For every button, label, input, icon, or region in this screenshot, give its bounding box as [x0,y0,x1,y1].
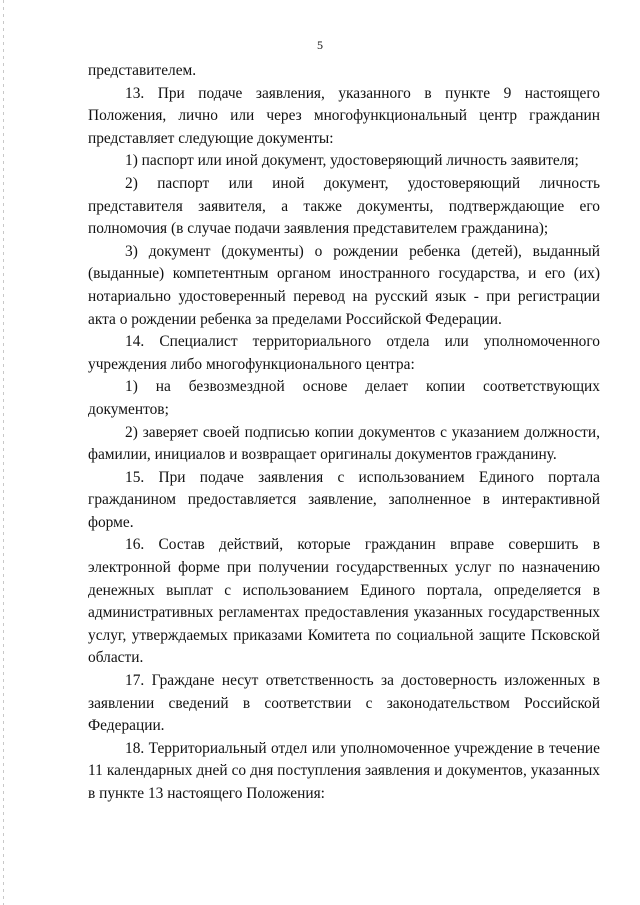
paragraph-16: 16. Состав действий, которые гражданин вправе совершить в электронной форме при получении государственных услуг по назначению денежных выплат с использованием Единого портала, определяется в административных регламентах предоставления указанных государственных услуг, утверждаемых приказами Комитета по социальной защите Псковской области. [88,536,600,667]
paragraph-13-item-3: 3) документ (документы) о рождении ребенка (детей), выданный (выданные) компетентным органом иностранного государства, и его (их) нотариально удостоверенный перевод на русский язык - при регистрации акта о рождении ребенка за пределами Российской Федерации. [88,242,600,328]
paragraph-14: 14. Специалист территориального отдела или уполномоченного учреждения либо многофункционального центра: [88,333,600,373]
paragraph-13-item-1: 1) паспорт или иной документ, удостоверяющий личность заявителя; [125,152,579,170]
paragraph-14-item-1: 1) на безвозмездной основе делает копии соответствующих документов; [88,378,600,418]
paragraph-18: 18. Территориальный отдел или уполномоченное учреждение в течение 11 календарных дней со дня поступления заявления и документов, указанных в пункте 13 настоящего Положения: [88,739,600,802]
paragraph-15: 15. При подаче заявления с использованием Единого портала гражданином предоставляется заявление, заполненное в интерактивной форме. [88,468,600,531]
document-body [88,60,600,806]
paragraph-14-item-2: 2) заверяет своей подписью копии документов с указанием должности, фамилии, инициалов и возвращает оригиналы документов гражданину. [88,423,600,464]
paragraph-continuation: представителем. [88,62,197,79]
paragraph-17: 17. Граждане несут ответственность за достоверность изложенных в заявлении сведений в соответствии с законодательством Российской Федерации. [88,672,600,735]
scan-edge [3,0,4,905]
paragraph-13-item-2: 2) паспорт или иной документ, удостоверяющий личность представителя заявителя, а также документы, подтверждающие его полномочия (в случае подачи заявления представителем гражданина); [88,174,600,238]
page-number: 5 [317,38,323,52]
paragraph-13: 13. При подаче заявления, указанного в пункте 9 настоящего Положения, лично или через многофункциональный центр гражданин представляет следующие документы: [88,84,600,147]
